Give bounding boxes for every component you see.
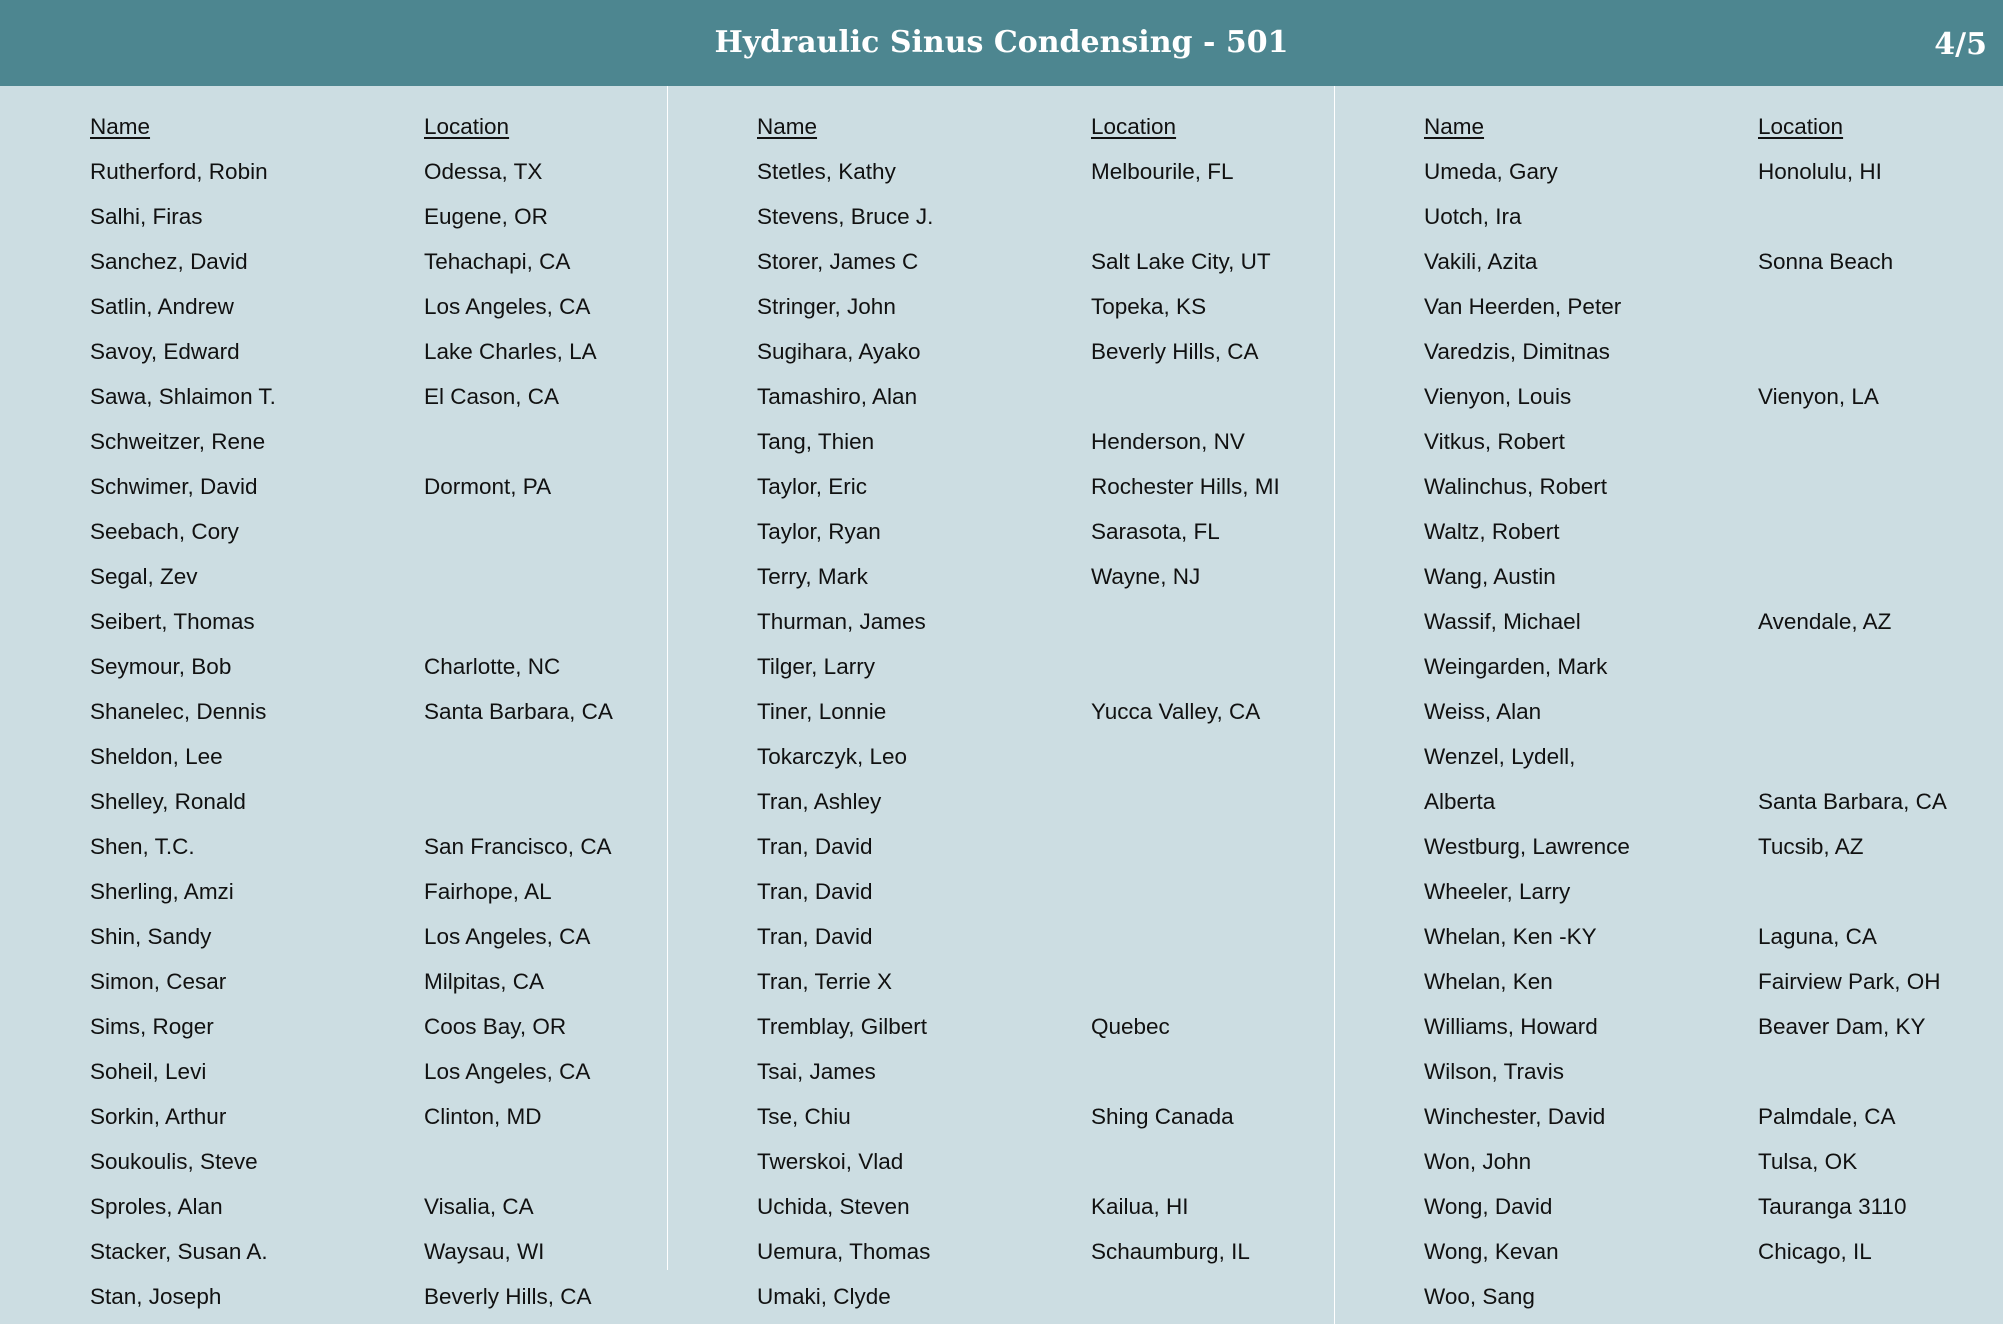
name-header: Name <box>90 114 151 139</box>
name-cell: Tang, Thien <box>757 429 875 454</box>
location-cell: Tauranga 3110 <box>1758 1194 1907 1219</box>
name-cell: Vienyon, Louis <box>1424 384 1572 409</box>
content-area <box>0 86 2003 1324</box>
name-cell: Tokarczyk, Leo <box>757 744 908 769</box>
location-cell: Henderson, NV <box>1091 429 1245 454</box>
name-cell: Wenzel, Lydell, <box>1424 744 1576 769</box>
location-cell: Yucca Valley, CA <box>1091 699 1261 724</box>
name-cell: Uotch, Ira <box>1424 204 1522 229</box>
name-cell: Stan, Joseph <box>90 1284 222 1309</box>
location-cell: Charlotte, NC <box>424 654 561 679</box>
name-cell: Winchester, David <box>1424 1104 1606 1129</box>
name-cell: Umaki, Clyde <box>757 1284 891 1309</box>
name-cell: Alberta <box>1424 789 1496 814</box>
name-cell: Sherling, Amzi <box>90 879 234 904</box>
name-cell: Sorkin, Arthur <box>90 1104 227 1129</box>
name-cell: Shen, T.C. <box>90 834 195 859</box>
name-cell: Williams, Howard <box>1424 1014 1598 1039</box>
name-cell: Shin, Sandy <box>90 924 212 949</box>
name-cell: Terry, Mark <box>757 564 868 589</box>
location-header: Location <box>1091 114 1177 139</box>
name-header: Name <box>1424 114 1485 139</box>
location-cell: Fairview Park, OH <box>1758 969 1941 994</box>
name-cell: Whelan, Ken -KY <box>1424 924 1597 949</box>
name-cell: Wassif, Michael <box>1424 609 1581 634</box>
name-cell: Weingarden, Mark <box>1424 654 1608 679</box>
name-cell: Wong, David <box>1424 1194 1553 1219</box>
page-number: 4/5 <box>1934 27 1987 62</box>
name-cell: Waltz, Robert <box>1424 519 1560 544</box>
location-header: Location <box>1758 114 1844 139</box>
name-cell: Salhi, Firas <box>90 204 203 229</box>
location-cell: Fairhope, AL <box>424 879 552 904</box>
name-cell: Sproles, Alan <box>90 1194 223 1219</box>
location-cell: Schaumburg, IL <box>1091 1239 1250 1264</box>
location-cell: Los Angeles, CA <box>424 924 591 949</box>
name-cell: Vitkus, Robert <box>1424 429 1565 454</box>
name-cell: Rutherford, Robin <box>90 159 268 184</box>
location-cell: Sarasota, FL <box>1091 519 1220 544</box>
name-cell: Stetles, Kathy <box>757 159 896 184</box>
location-cell: Visalia, CA <box>424 1194 534 1219</box>
name-cell: Uchida, Steven <box>757 1194 910 1219</box>
name-cell: Wheeler, Larry <box>1424 879 1571 904</box>
location-cell: Los Angeles, CA <box>424 294 591 319</box>
location-cell: Clinton, MD <box>424 1104 542 1129</box>
location-cell: Topeka, KS <box>1091 294 1207 319</box>
name-cell: Westburg, Lawrence <box>1424 834 1630 859</box>
column-divider <box>1334 86 1335 1324</box>
name-cell: Tamashiro, Alan <box>757 384 918 409</box>
name-cell: Shanelec, Dennis <box>90 699 267 724</box>
name-cell: Walinchus, Robert <box>1424 474 1607 499</box>
location-cell: Coos Bay, OR <box>424 1014 567 1039</box>
location-cell: Tulsa, OK <box>1758 1149 1858 1174</box>
location-cell: Shing Canada <box>1091 1104 1234 1129</box>
location-cell: Honolulu, HI <box>1758 159 1882 184</box>
name-header: Name <box>757 114 818 139</box>
name-cell: Seibert, Thomas <box>90 609 255 634</box>
name-cell: Van Heerden, Peter <box>1424 294 1622 319</box>
name-cell: Tiner, Lonnie <box>757 699 887 724</box>
location-cell: Sonna Beach <box>1758 249 1894 274</box>
location-cell: Odessa, TX <box>424 159 543 184</box>
name-cell: Woo, Sang <box>1424 1284 1535 1309</box>
name-cell: Schweitzer, Rene <box>90 429 266 454</box>
name-cell: Twerskoi, Vlad <box>757 1149 904 1174</box>
name-cell: Sugihara, Ayako <box>757 339 921 364</box>
name-cell: Segal, Zev <box>90 564 198 589</box>
name-cell: Varedzis, Dimitnas <box>1424 339 1610 364</box>
location-cell: Salt Lake City, UT <box>1091 249 1271 274</box>
name-cell: Uemura, Thomas <box>757 1239 931 1264</box>
name-cell: Tsai, James <box>757 1059 876 1084</box>
location-cell: Dormont, PA <box>424 474 552 499</box>
name-cell: Whelan, Ken <box>1424 969 1553 994</box>
name-cell: Sanchez, David <box>90 249 248 274</box>
location-cell: Melbourile, FL <box>1091 159 1234 184</box>
name-cell: Soheil, Levi <box>90 1059 207 1084</box>
name-cell: Sims, Roger <box>90 1014 214 1039</box>
name-cell: Tran, David <box>757 924 873 949</box>
location-cell: San Francisco, CA <box>424 834 612 859</box>
location-cell: Milpitas, CA <box>424 969 545 994</box>
location-cell: Avendale, AZ <box>1758 609 1892 634</box>
name-cell: Stringer, John <box>757 294 896 319</box>
column-divider <box>667 86 668 1270</box>
name-cell: Tran, David <box>757 879 873 904</box>
name-cell: Tilger, Larry <box>757 654 875 679</box>
name-cell: Soukoulis, Steve <box>90 1149 258 1174</box>
name-cell: Tse, Chiu <box>757 1104 851 1129</box>
location-cell: Rochester Hills, MI <box>1091 474 1280 499</box>
name-cell: Vakili, Azita <box>1424 249 1538 274</box>
name-cell: Thurman, James <box>757 609 926 634</box>
name-cell: Taylor, Eric <box>757 474 868 499</box>
name-cell: Umeda, Gary <box>1424 159 1558 184</box>
name-cell: Tremblay, Gilbert <box>757 1014 928 1039</box>
location-cell: Kailua, HI <box>1091 1194 1189 1219</box>
location-cell: Vienyon, LA <box>1758 384 1879 409</box>
location-cell: Quebec <box>1091 1014 1170 1039</box>
name-cell: Satlin, Andrew <box>90 294 234 319</box>
name-cell: Sheldon, Lee <box>90 744 223 769</box>
name-cell: Sawa, Shlaimon T. <box>90 384 276 409</box>
name-cell: Stacker, Susan A. <box>90 1239 268 1264</box>
name-cell: Stevens, Bruce J. <box>757 204 934 229</box>
location-cell: Chicago, IL <box>1758 1239 1872 1264</box>
name-cell: Wilson, Travis <box>1424 1059 1565 1084</box>
page-title: Hydraulic Sinus Condensing - 501 <box>714 25 1289 60</box>
location-cell: Santa Barbara, CA <box>424 699 613 724</box>
name-cell: Won, John <box>1424 1149 1532 1174</box>
header-bar <box>0 0 2003 86</box>
location-cell: Tucsib, AZ <box>1758 834 1864 859</box>
name-cell: Tran, David <box>757 834 873 859</box>
name-cell: Savoy, Edward <box>90 339 240 364</box>
name-cell: Seymour, Bob <box>90 654 232 679</box>
location-header: Location <box>424 114 510 139</box>
name-cell: Seebach, Cory <box>90 519 239 544</box>
location-cell: Tehachapi, CA <box>424 249 571 274</box>
name-cell: Schwimer, David <box>90 474 258 499</box>
location-cell: Waysau, WI <box>424 1239 545 1264</box>
name-cell: Storer, James C <box>757 249 919 274</box>
name-cell: Taylor, Ryan <box>757 519 881 544</box>
name-cell: Wang, Austin <box>1424 564 1556 589</box>
location-cell: Beverly Hills, CA <box>424 1284 592 1309</box>
name-cell: Simon, Cesar <box>90 969 227 994</box>
name-cell: Wong, Kevan <box>1424 1239 1559 1264</box>
name-cell: Shelley, Ronald <box>90 789 246 814</box>
name-cell: Tran, Ashley <box>757 789 882 814</box>
location-cell: El Cason, CA <box>424 384 560 409</box>
location-cell: Lake Charles, LA <box>424 339 597 364</box>
location-cell: Beaver Dam, KY <box>1758 1014 1926 1039</box>
name-cell: Tran, Terrie X <box>757 969 893 994</box>
location-cell: Palmdale, CA <box>1758 1104 1896 1129</box>
location-cell: Wayne, NJ <box>1091 564 1201 589</box>
name-cell: Weiss, Alan <box>1424 699 1542 724</box>
location-cell: Laguna, CA <box>1758 924 1877 949</box>
location-cell: Beverly Hills, CA <box>1091 339 1259 364</box>
location-cell: Los Angeles, CA <box>424 1059 591 1084</box>
location-cell: Santa Barbara, CA <box>1758 789 1947 814</box>
location-cell: Eugene, OR <box>424 204 548 229</box>
